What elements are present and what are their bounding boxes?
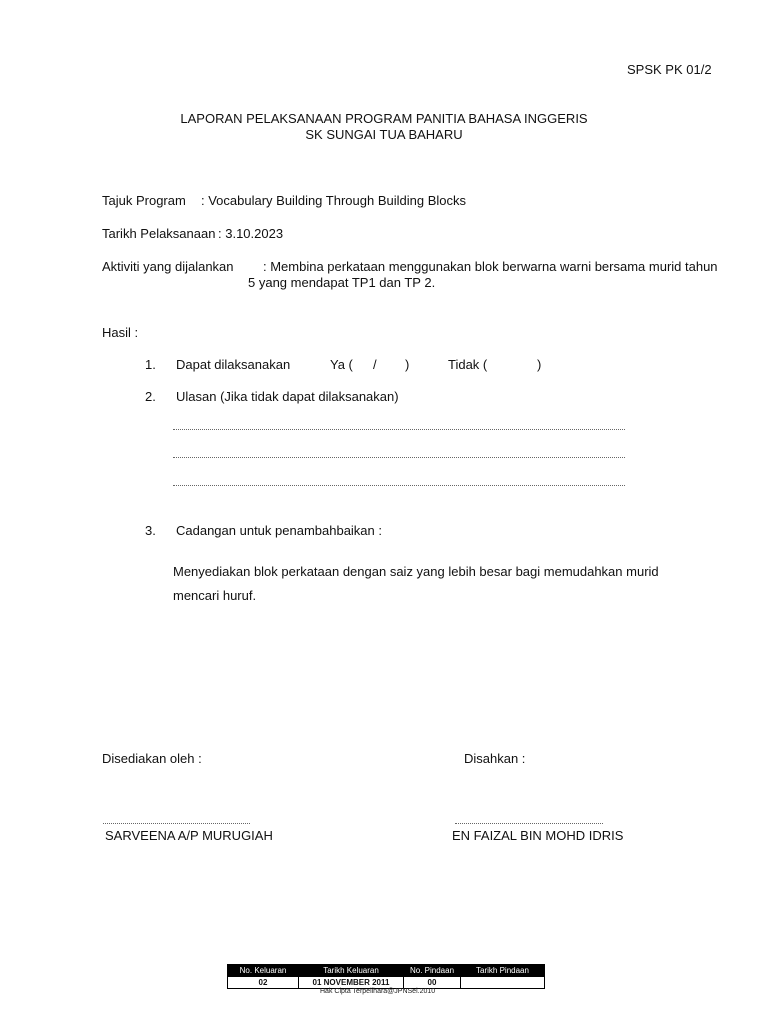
approved-signature-line: [455, 823, 603, 824]
tarikh-label: Tarikh Pelaksanaan: [102, 226, 216, 241]
footer-header-row: [228, 965, 545, 977]
item-1-number: 1.: [145, 357, 156, 372]
ulasan-line-1: [173, 429, 625, 430]
cadangan-line-2: mencari huruf.: [173, 588, 257, 603]
aktiviti-label: Aktiviti yang dijalankan: [102, 259, 234, 274]
prepared-signature-line: [103, 823, 250, 824]
ya-label: Ya (: [330, 357, 353, 372]
footer-value-row: [228, 977, 545, 989]
title-line-2: SK SUNGAI TUA BAHARU: [305, 127, 463, 142]
footer-value-cell: [461, 977, 545, 989]
copyright-note: Hak Cipta Terpelihara@JPNSel.2010: [320, 988, 436, 995]
aktiviti-value-line-1: : Membina perkataan menggunakan blok berwarna warni bersama murid tahun: [263, 259, 718, 274]
item-2-text: Ulasan (Jika tidak dapat dilaksanakan): [176, 389, 399, 404]
prepared-by-name: SARVEENA A/P MURUGIAH: [105, 828, 273, 843]
tajuk-label: Tajuk Program: [102, 193, 186, 208]
item-3-text: Cadangan untuk penambahbaikan :: [176, 523, 382, 538]
item-2-number: 2.: [145, 389, 156, 404]
approved-by-name: EN FAIZAL BIN MOHD IDRIS: [452, 828, 624, 843]
tajuk-value: : Vocabulary Building Through Building Blocks: [201, 193, 466, 208]
cadangan-line-1: Menyediakan blok perkataan dengan saiz yang lebih besar bagi memudahkan murid: [173, 564, 659, 579]
hasil-label: Hasil :: [102, 325, 139, 340]
ya-close: ): [405, 357, 410, 372]
ya-checkmark: /: [373, 357, 377, 372]
prepared-by-label: Disediakan oleh :: [102, 751, 202, 766]
tarikh-value: : 3.10.2023: [218, 226, 284, 241]
item-1-text: Dapat dilaksanakan: [176, 357, 291, 372]
document-code: SPSK PK 01/2: [627, 62, 712, 77]
footer-value-cell: 02: [228, 977, 299, 989]
footer-header-cell: Tarikh Keluaran: [299, 965, 404, 977]
approved-by-label: Disahkan :: [464, 751, 526, 766]
footer-header-cell: No. Keluaran: [228, 965, 299, 977]
aktiviti-value-line-2: 5 yang mendapat TP1 dan TP 2.: [248, 275, 436, 290]
footer-value-cell: 00: [404, 977, 461, 989]
tidak-close: ): [537, 357, 542, 372]
ulasan-line-3: [173, 485, 625, 486]
footer-value-cell: 01 NOVEMBER 2011: [299, 977, 404, 989]
tidak-label: Tidak (: [448, 357, 488, 372]
footer-header-cell: Tarikh Pindaan: [461, 965, 545, 977]
footer-header-cell: No. Pindaan: [404, 965, 461, 977]
ulasan-line-2: [173, 457, 625, 458]
footer-revision-table: [227, 964, 545, 989]
title-line-1: LAPORAN PELAKSANAAN PROGRAM PANITIA BAHASA INGGERIS: [180, 111, 588, 126]
item-3-number: 3.: [145, 523, 156, 538]
